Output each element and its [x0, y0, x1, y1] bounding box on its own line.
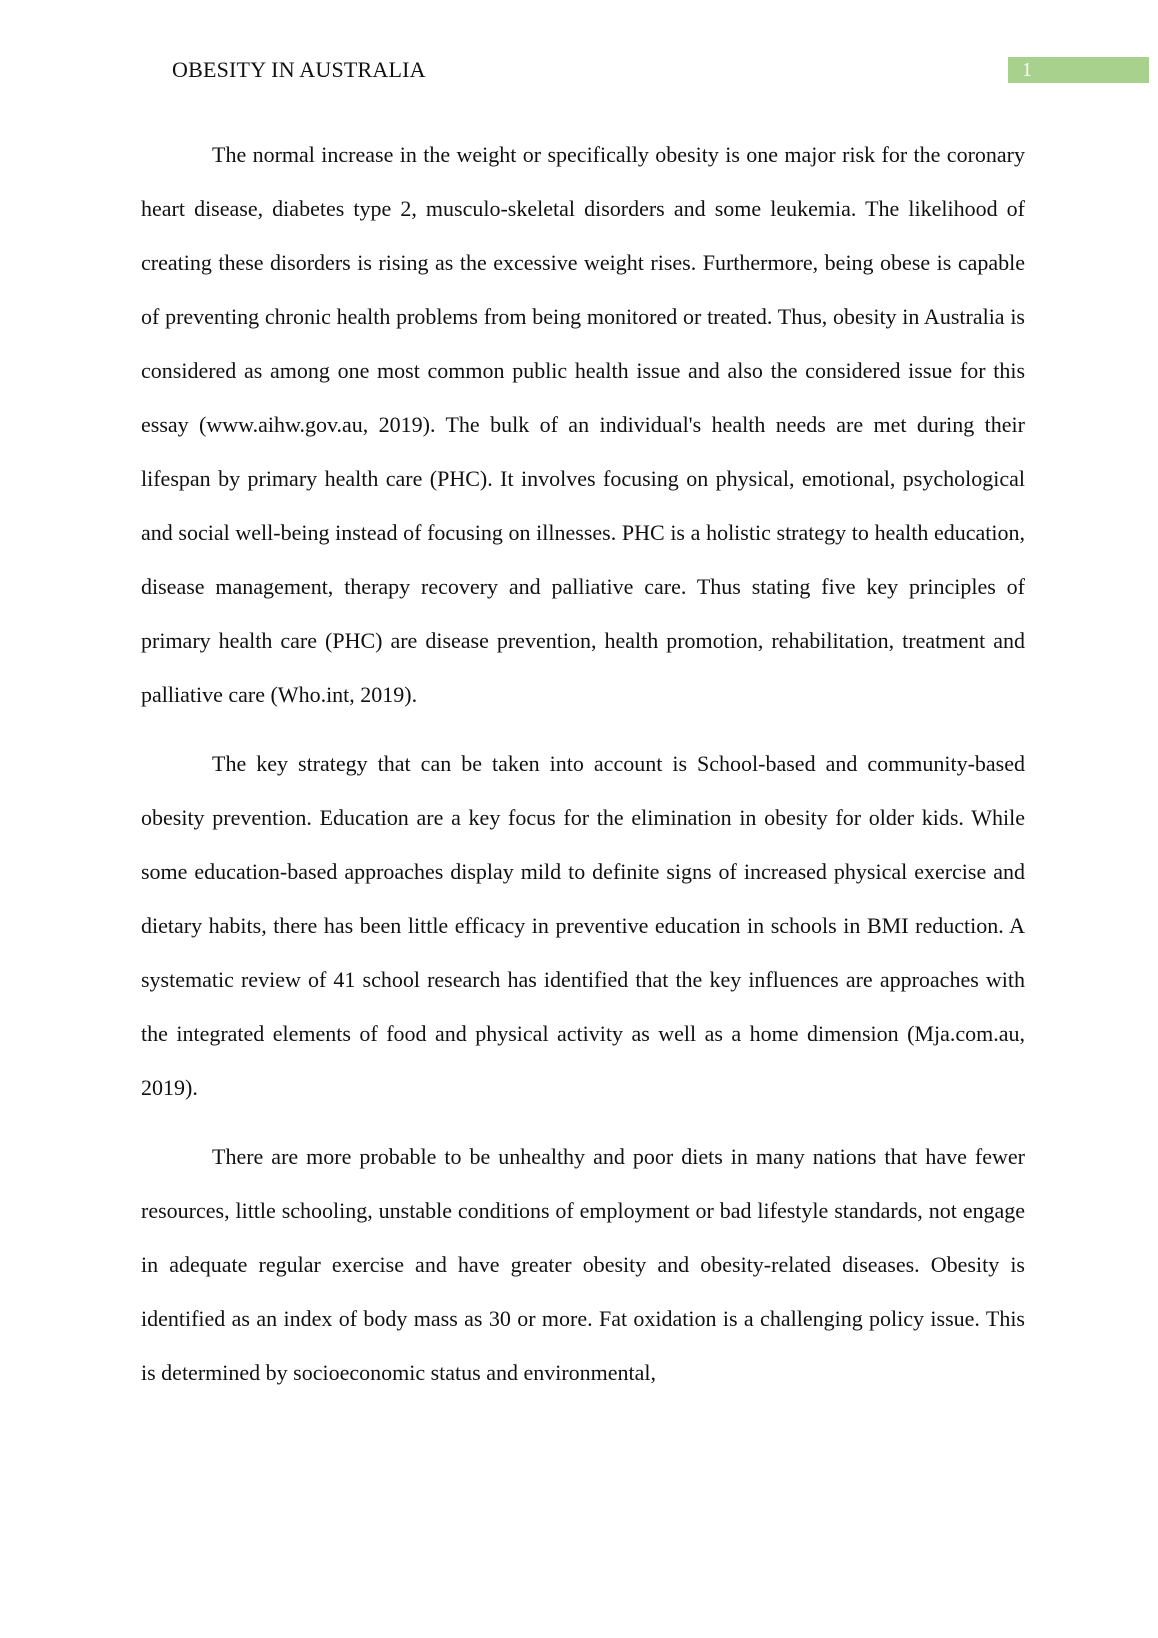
document-body	[141, 128, 1025, 1400]
paragraph-1: The normal increase in the weight or specifically obesity is one major risk for the coronary heart disease, diabetes type 2, musculo-skeletal disorders and some leukemia. The likelihood of creating these disorders is rising as the excessive weight rises. Furthermore, being obese is capable of preventing chronic health problems from being monitored or treated. Thus, obesity in Australia is considered as among one most common public health issue and also the considered issue for this essay (www.aihw.gov.au, 2019). The bulk of an individual's health needs are met during their lifespan by primary health care (PHC). It involves focusing on physical, emotional, psychological and social well-being instead of focusing on illnesses. PHC is a holistic strategy to health education, disease management, therapy recovery and palliative care. Thus stating five key principles of primary health care (PHC) are disease prevention, health promotion, rehabilitation, treatment and palliative care (Who.int, 2019).	[141, 142, 1025, 707]
running-header-title: OBESITY IN AUSTRALIA	[172, 57, 426, 82]
paragraph-3: There are more probable to be unhealthy and poor diets in many nations that have fewer resources, little schooling, unstable conditions of employment or bad lifestyle standards, not engage in adequate regular exercise and have greater obesity and obesity-related diseases. Obesity is identified as an index of body mass as 30 or more. Fat oxidation is a challenging policy issue. This is determined by socioeconomic status and environmental,	[141, 1144, 1025, 1385]
page-number: 1	[1008, 57, 1149, 83]
paragraph-2: The key strategy that can be taken into account is School-based and community-based obesity prevention. Education are a key focus for the elimination in obesity for older kids. While some education-based approaches display mild to definite signs of increased physical exercise and dietary habits, there has been little efficacy in preventive education in schools in BMI reduction. A systematic review of 41 school research has identified that the key influences are approaches with the integrated elements of food and physical activity as well as a home dimension (Mja.com.au, 2019).	[141, 751, 1025, 1100]
